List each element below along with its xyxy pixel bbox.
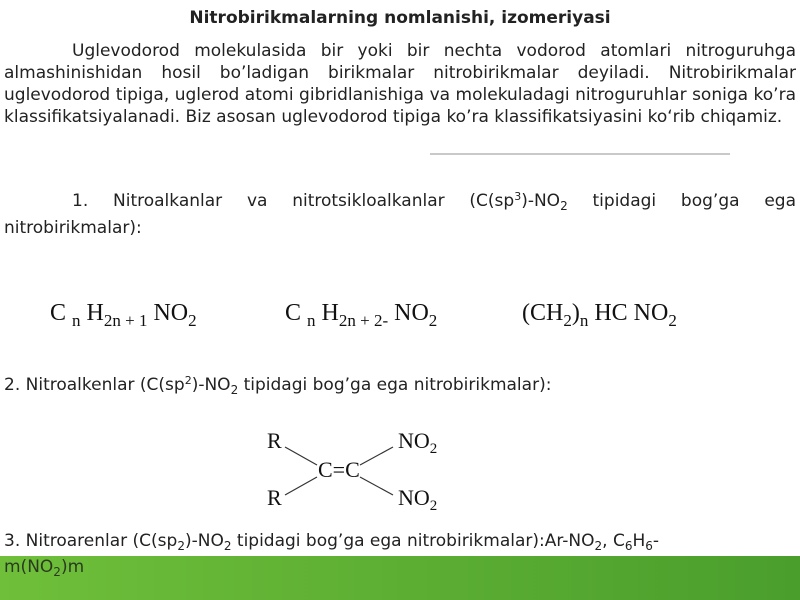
f3-bsub: n (579, 311, 589, 330)
item1-sup: 3 (514, 190, 522, 203)
no2-top-text: NO (398, 428, 430, 453)
bond-r-top (285, 447, 317, 465)
no2-bottom-sub: 2 (429, 498, 438, 514)
item1-text-b: )-NO (521, 191, 561, 211)
bond-no2-bottom (360, 477, 393, 495)
item-nitroalkenes (4, 370, 796, 401)
item3-line2-sub: 2 (53, 565, 61, 579)
item-nitroarenes (4, 530, 796, 557)
item3-sub5: 6 (645, 539, 653, 553)
alkene-center-label: C=C (318, 457, 360, 482)
no2-top-label (398, 428, 437, 458)
item2-sub: 2 (230, 383, 239, 397)
f1-h: H (86, 300, 104, 326)
formula-nitrocycloalkane (285, 300, 437, 331)
f1-nosub: 2 (188, 311, 197, 330)
r-bottom-label: R (267, 485, 282, 510)
item3-line2-b: )m (60, 557, 85, 577)
r-top-label: R (267, 428, 282, 453)
item3-sub3: 2 (594, 539, 603, 553)
f1-c: C (50, 300, 67, 326)
f2-n: n (307, 311, 316, 330)
no2-top-sub: 2 (429, 441, 438, 457)
item3-text-e: H (632, 531, 646, 551)
nitroalkene-structure (255, 425, 455, 520)
intro-text: Uglevodorod molekulasida bir yoki bir nechta vodorod atomlari nitroguruhga almashinishidan hosil bo’ladigan birikmalar nitrobirikmalar deyiladi. Nitrobirikmalar uglevodorod tipiga, uglerod atomi gibridlanishiga va molekuladagi nitroguruhlar soniga ko’ra klassifikatsiyalanadi. Biz asosan uglevodorod tipiga ko’ra klassifikatsiyasini ko‘rib chiqamiz. (4, 41, 796, 127)
item1-sub: 2 (560, 199, 568, 213)
item1-text-a: 1. Nitroalkanlar va nitrotsikloalkanlar (C(sp (72, 191, 515, 211)
f3-asub: 2 (563, 311, 572, 330)
f2-c: C (285, 300, 302, 326)
item3-sub4: 6 (624, 539, 633, 553)
item3-continuation (4, 556, 84, 583)
formula-nitroalkane (50, 300, 197, 331)
f2-h: H (321, 300, 339, 326)
f1-no: NO (153, 300, 189, 326)
item-nitroalkanes (4, 186, 796, 239)
f3-csub: 2 (668, 311, 677, 330)
footer-accent-bar (0, 556, 800, 600)
item3-text-c: tipidagi bog’ga ega nitrobirikmalar):Ar-NO (231, 531, 595, 551)
f2-nosub: 2 (428, 311, 438, 330)
page-title: Nitrobirikmalarning nomlanishi, izomeriyasi (189, 8, 611, 28)
item1-text-c: tipidagi bog’ga ega nitrobirikmalar): (4, 191, 796, 238)
intro-paragraph (4, 40, 796, 128)
f3-c: HC NO (594, 300, 669, 326)
f1-hsub: 2n + 1 (103, 311, 148, 330)
item2-text-b: )-NO (191, 375, 231, 395)
bond-no2-top (360, 447, 393, 465)
bond-r-bottom (285, 477, 317, 495)
divider-line (430, 153, 730, 155)
item2-sup: 2 (184, 374, 192, 387)
item3-text-a: 3. Nitroarenlar (C(sp (4, 531, 178, 551)
item3-sub1: 2 (177, 539, 185, 553)
f2-hsub: 2n + 2- (338, 311, 389, 330)
no2-bottom-text: NO (398, 485, 430, 510)
item3-sub2: 2 (223, 539, 232, 553)
item2-text-c: tipidagi bog’ga ega nitrobirikmalar): (238, 375, 552, 395)
f3-b: ) (571, 300, 580, 326)
formula-cyclic (522, 300, 677, 331)
f2-no: NO (394, 300, 429, 326)
item3-text-b: )-NO (184, 531, 224, 551)
item3-text-f: - (652, 531, 660, 551)
f3-a: (CH (522, 300, 564, 326)
item3-line2-a: m(NO (4, 557, 54, 577)
f1-n: n (72, 311, 81, 330)
no2-bottom-label (398, 485, 437, 515)
item3-text-d: , C (602, 531, 625, 551)
item2-text-a: 2. Nitroalkenlar (C(sp (4, 375, 185, 395)
